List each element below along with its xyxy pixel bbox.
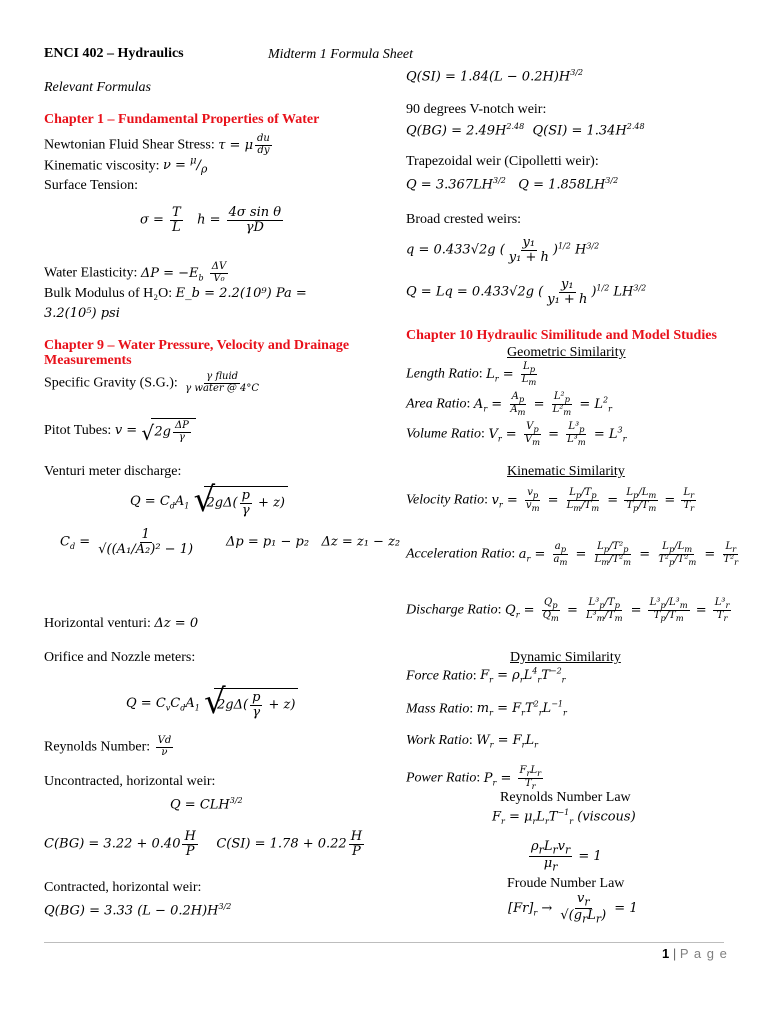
force-ratio-label: Force Ratio (406, 668, 473, 684)
acceleration-ratio-row: Acceleration Ratio: $a_r$ = $\frac{a_p}{a_m}$ = $\frac{L_p/T^2_p}{L_m/T^2_m}$ = $\frac{L_p/L_m}{T^2_p/T^2_m}$ = $\frac{L_r}{T^2_r}$ (406, 542, 742, 566)
page-footer: 1 | P a g e (662, 946, 728, 961)
power-ratio-formula: $P_r$ = $\frac{F_rL_r}{T_r}$ (483, 765, 542, 791)
shear-stress-row (44, 134, 274, 156)
c-si-formula: C(SI) = 1.78 + 0.22 (216, 836, 347, 852)
froude-law-formula: $[Fr]_r$ → $\frac{v_r}{√(g_rL_r)}$ = 1 (508, 891, 638, 926)
kinematic-similarity-heading: Kinematic Similarity (507, 464, 625, 479)
relevant-formulas: Relevant Formulas (44, 80, 151, 95)
kinematic-viscosity-row (44, 156, 207, 176)
force-ratio-row: Force Ratio: $F_r = \rho_rL^4_rT^{-2}_r$ (406, 667, 566, 685)
work-ratio-label: Work Ratio (406, 733, 469, 748)
horizontal-venturi-label: Horizontal venturi: (44, 616, 151, 631)
specific-gravity-label: Specific Gravity (S.G.): (44, 375, 178, 391)
chapter-9-heading: Chapter 9 – Water Pressure, Velocity and Drainage (44, 338, 350, 353)
power-ratio-label: Power Ratio (406, 770, 477, 786)
reynolds-law-heading: Reynolds Number Law (500, 790, 631, 805)
v-notch-label: 90 degrees V-notch weir: (406, 102, 547, 117)
kinematic-viscosity-label: Kinematic viscosity: (44, 158, 160, 174)
acceleration-ratio-label: Acceleration Ratio (406, 546, 512, 562)
footer-divider (44, 942, 724, 943)
viscous-note: (viscous) (577, 809, 636, 825)
chapter-9-heading-2: Measurements (44, 353, 132, 368)
venturi-label: Venturi meter discharge: (44, 464, 182, 479)
froude-law-heading: Froude Number Law (507, 876, 625, 891)
length-ratio-formula: $L_r$ = $\frac{L_p}{L_m}$ (486, 361, 537, 387)
kinematic-viscosity-formula: $\nu = ^\mu/_\rho$ (162, 156, 208, 176)
reynolds-law-ratio: $\frac{\rho_rL_rv_r}{\mu_r}$ = 1 (531, 839, 602, 874)
reynolds-law-formula: $F_r = \mu_rL_rT^{-1}_r$ (viscous) (492, 808, 636, 826)
sheet-title: Midterm 1 Formula Sheet (268, 47, 414, 62)
discharge-ratio-row: Discharge Ratio: $Q_r$ = $\frac{Q_p}{Q_m}$ = $\frac{L^3_p/T_p}{L^3_m/T_m}$ = $\frac{L^3_p/L^3_m}{T_p/T_m}$ = $\frac{L^3_r}{T_r}$ (406, 598, 733, 622)
velocity-ratio-label: Velocity Ratio (406, 492, 485, 508)
shear-stress-label: Newtonian Fluid Shear Stress: (44, 137, 215, 153)
trapezoidal-formula: $Q = 3.367LH^{3/2}$ $Q = 1.858LH^{3/2}$ (406, 176, 619, 193)
discharge-ratio-formula: $Q_r$ = $\frac{Q_p}{Q_m}$ = $\frac{L^3_p/T_p}{L^3_m/T_m}$ = $\frac{L^3_p/L^3_m}{T_p/T_m}$ = $\frac{L^3_r}{T_r}$ (505, 597, 730, 623)
length-ratio-row: Length Ratio: $L_r$ = $\frac{L_p}{L_m}$ (406, 362, 540, 386)
chapter-10-heading: Chapter 10 Hydraulic Similitude and Model Studies (406, 328, 717, 343)
reynolds-label: Reynolds Number: (44, 739, 151, 755)
contracted-label: Contracted, horizontal weir: (44, 880, 202, 895)
length-ratio-label: Length Ratio (406, 366, 479, 382)
work-ratio-formula: $W_r = F_rL_r$ (476, 733, 538, 750)
orifice-label: Orifice and Nozzle meters: (44, 650, 196, 665)
mass-ratio-label: Mass Ratio (406, 701, 470, 717)
bulk-modulus-row (44, 286, 307, 302)
uncontracted-formula: $Q = CLH^{3/2}$ (170, 796, 243, 813)
broad-crested-formula-2: Q = Lq = 0.433√2g ( $\frac{\text{y₁}}{\text{y₁ + h}}$ )$^{1/2}$ $LH^{3/2}$ (406, 277, 647, 307)
orifice-formula: $Q = C_vC_dA_1$ √ 2gΔ( $\frac{p}{\gamma}$ + z) (126, 688, 298, 719)
volume-ratio-label: Volume Ratio (406, 426, 482, 442)
velocity-ratio-formula: $v_r$ = $\frac{v_p}{v_m}$ = $\frac{L_p/T_p}{L_m/T_m}$ = $\frac{L_p/L_m}{T_p/T_m}$ = $\frac{L_r}{T_r}$ (491, 487, 695, 513)
q-si-formula-row: $Q(SI) = 1.84(L - 0.2H)H^{3/2}$ (406, 68, 584, 85)
horizontal-venturi-value: Δz = 0 (154, 616, 199, 631)
work-ratio-row: Work Ratio: $W_r = F_rL_r$ (406, 733, 538, 750)
water-elasticity-label: Water Elasticity: (44, 265, 138, 281)
specific-gravity-row (44, 372, 263, 394)
venturi-formula: $Q = C_dA_1$ √ 2gΔ( $\frac{p}{\gamma}$ + z) (130, 486, 288, 517)
discharge-ratio-label: Discharge Ratio (406, 602, 498, 618)
chapter-1-heading: Chapter 1 – Fundamental Properties of Water (44, 112, 320, 127)
specific-gravity-formula: $\frac{\text{γ fluid}}{\text{γ water @ 4°C}}$ (185, 371, 260, 394)
page-word: P a g e (679, 946, 728, 961)
broad-crested-label: Broad crested weirs: (406, 212, 522, 227)
contracted-formula: Q(BG) = 3.33 (L − 0.2H)H (44, 903, 219, 919)
reynolds-formula: $\frac{Vd}{\nu}$ (157, 735, 172, 758)
page-number: 1 (662, 946, 670, 961)
trapezoidal-label: Trapezoidal weir (Cipolletti weir): (406, 154, 599, 169)
area-ratio-label: Area Ratio (406, 396, 467, 412)
c-bg-formula: C(BG) = 3.22 + 0.40 (44, 836, 181, 852)
volume-ratio-row: Volume Ratio: $V_r$ = $\frac{V_p}{V_m}$ = $\frac{L^3_p}{L^3_m}$ = $L^3_r$ (406, 421, 627, 447)
volume-ratio-formula: $V_r$ = $\frac{V_p}{V_m}$ = $\frac{L^3_p}{L^3_m}$ = $L^3_r$ (488, 421, 627, 447)
horizontal-venturi-row (44, 616, 198, 632)
velocity-ratio-row: Velocity Ratio: $v_r$ = $\frac{v_p}{v_m}$ = $\frac{L_p/T_p}{L_m/T_m}$ = $\frac{L_p/L_m}{T_p/T_m}$ = $\frac{L_r}{T_r}$ (406, 488, 698, 512)
area-ratio-formula: $A_r$ = $\frac{A_p}{A_m}$ = $\frac{L^2_p}{L^2_m}$ = $L^2_r$ (473, 391, 612, 417)
acceleration-ratio-formula: $a_r$ = $\frac{a_p}{a_m}$ = $\frac{L_p/T^2_p}{L_m/T^2_m}$ = $\frac{L_p/L_m}{T^2_p/T^2_m}$ = $\frac{L_r}{T^2_r}$ (518, 541, 739, 567)
reynolds-row (44, 736, 175, 758)
power-ratio-row: Power Ratio: $P_r$ = $\frac{F_rL_r}{T_r}$ (406, 766, 545, 790)
pitot-row (44, 418, 196, 443)
broad-crested-formula-1: q = 0.433√2g ( $\frac{\text{y₁}}{\text{y₁ + h}}$ )$^{1/2}$ $H^{3/2}$ (406, 235, 600, 265)
bulk-modulus-value: E_b = 2.2(10⁹) Pa = (175, 286, 307, 301)
area-ratio-row: Area Ratio: $A_r$ = $\frac{A_p}{A_m}$ = $\frac{L^2_p}{L^2_m}$ = $L^2_r$ (406, 391, 612, 417)
pitot-formula: v = √ 2g $\frac{\Delta P}{\gamma}$ (115, 423, 196, 438)
course-title: ENCI 402 – Hydraulics (44, 46, 184, 61)
water-elasticity-row (44, 262, 230, 284)
shear-stress-formula: τ = μ $\frac{du}{dy}$ (218, 133, 270, 156)
mass-ratio-row: Mass Ratio: $m_r = F_rT^2_rL^{-1}_r$ (406, 700, 567, 718)
force-ratio-formula: $F_r = \rho_rL^4_rT^{-2}_r$ (480, 667, 566, 685)
q-si-formula: Q(SI) = 1.84(L − 0.2H)H (406, 69, 571, 85)
mass-ratio-formula: $m_r = F_rT^2_rL^{-1}_r$ (476, 700, 567, 718)
water-elasticity-formula: $\Delta P = -E_b$ $\frac{\Delta V}{\text{V₀}}$ (140, 261, 227, 284)
surface-tension-label: Surface Tension: (44, 178, 139, 193)
contracted-formula-row: Q(BG) = 3.33 $(L - 0.2H)H^{3/2}$ (44, 902, 232, 919)
discharge-coefficient-formula: $C_d$ = $\frac{1}{\text{√((A₁/A₂)² − 1)}}$ Δp = p₁ − p₂ Δz = z₁ − z₂ (60, 527, 401, 557)
weir-coefficient-row: C(BG) = 3.22 + 0.40 $\frac{H}{P}$ C(SI) = 1.78 + 0.22 $\frac{H}{P}$ (44, 829, 363, 859)
bulk-modulus-label: Bulk Modulus of H₂O: (44, 286, 173, 301)
bulk-modulus-value-2: 3.2(10⁵) psi (44, 306, 120, 321)
surface-tension-formula: σ = $\frac{T}{L}$ h = $\frac{\text{4σ sin θ}}{\gamma D}$ (140, 205, 282, 235)
pitot-label: Pitot Tubes: (44, 423, 112, 438)
dynamic-similarity-heading: Dynamic Similarity (510, 650, 621, 665)
v-notch-formula: $Q(BG) = 2.49H^{2.48}$ $Q(SI) = 1.34H^{2.48}$ (406, 122, 645, 139)
geometric-similarity-heading: Geometric Similarity (507, 345, 626, 360)
uncontracted-label: Uncontracted, horizontal weir: (44, 774, 216, 789)
